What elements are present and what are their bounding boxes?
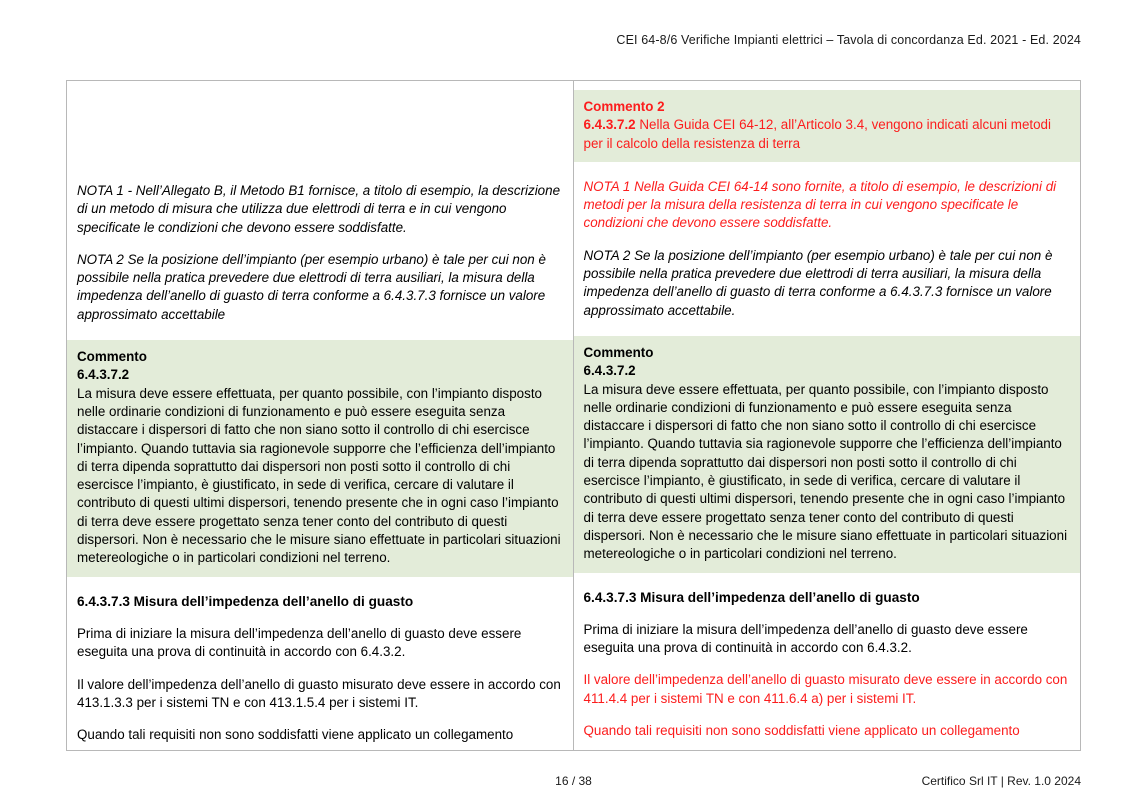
right-paragraph-1: Prima di iniziare la misura dell’impedenza dell’anello di guasto deve essere eseguita una prova di continuità in accordo con 6.4.3.2. — [583, 621, 1028, 656]
left-paragraph-3: Quando tali requisiti non sono soddisfatti viene applicato un collegamento — [77, 727, 514, 743]
left-nota-2: NOTA 2 Se la posizione dell’impianto (per esempio urbano) è tale per cui non è possibile nella pratica prevedere due elettrodi di terra ausiliari, la misura della impedenza dell’anello di guasto di terra conforme a 6.4.3.7.3 fornisce un valore approssimato accettabile — [77, 251, 546, 322]
right-commento-reference: 6.4.3.7.2 — [583, 363, 636, 379]
left-commento-box — [67, 340, 573, 577]
spacer — [584, 708, 1071, 722]
right-commento-title: Commento — [583, 344, 654, 360]
spacer — [77, 577, 563, 593]
spacer — [77, 662, 563, 676]
concordance-table — [66, 80, 1081, 751]
spacer — [584, 657, 1071, 671]
footer-page-number: 16 / 38 — [555, 774, 592, 788]
right-commento-2-box — [574, 90, 1081, 162]
page-footer — [66, 774, 1081, 792]
spacer — [584, 573, 1071, 589]
spacer — [77, 237, 563, 251]
spacer — [584, 233, 1071, 247]
page-header — [0, 33, 1081, 47]
right-paragraph-3: Quando tali requisiti non sono soddisfatti viene applicato un collegamento — [583, 723, 1020, 739]
document-title: CEI 64-8/6 Verifiche Impianti elettrici – Tavola di concordanza Ed. 2021 - Ed. 2024 — [616, 33, 1081, 47]
left-paragraph-1: Prima di iniziare la misura dell’impedenza dell’anello di guasto deve essere eseguita una prova di continuità in accordo con 6.4.3.2. — [77, 625, 522, 660]
left-commento-reference: 6.4.3.7.2 — [77, 367, 130, 383]
left-paragraph-2: Il valore dell’impedenza dell’anello di guasto misurato deve essere in accordo con 413.1.3.3 per i sistemi TN e con 413.1.5.4 per i sistemi IT. — [77, 676, 561, 710]
right-nota-2: NOTA 2 Se la posizione dell’impianto (per esempio urbano) è tale per cui non è possibile nella pratica prevedere due elettrodi di terra ausiliari, la misura della impedenza dell’anello di guasto di terra conforme a 6.4.3.7.3 fornisce un valore approssimato accettabile. — [583, 247, 1053, 318]
right-commento-2-body: Nella Guida CEI 64-12, all’Articolo 3.4, vengono indicati alcuni metodi per il calcolo della resistenza di terra — [583, 117, 1051, 151]
right-commento-box — [574, 336, 1081, 573]
table-column-edition-2024 — [574, 81, 1081, 750]
footer-credit: Certifico Srl IT | Rev. 1.0 2024 — [921, 774, 1081, 788]
left-section-heading: 6.4.3.7.3 Misura dell’impedenza dell’anello di guasto — [77, 593, 414, 609]
right-nota-1: NOTA 1 Nella Guida CEI 64-14 sono fornite, a titolo di esempio, le descrizioni di metodi per la misura della resistenza di terra in cui vengono specificate le condizioni che devono essere soddisfatte. — [583, 178, 1057, 231]
table-column-edition-2021 — [67, 81, 574, 750]
right-commento-body: La misura deve essere effettuata, per quanto possibile, con l’impianto disposto nelle ordinarie condizioni di funzionamento e può essere eseguita senza distaccare i dispersori di fatto che non siano sotto il controllo di chi esercisce l’impianto. Quando tuttavia sia ragionevole supporre che l’efficienza dell’impianto di terra dipenda soprattutto dai dispersori non posti sotto il controllo di chi esercisce l’impianto, è giustificato, in sede di verifica, cercare di valutare il contributo di questi ultimi dispersori, tenendo presente che in ogni caso l’impianto di terra deve essere progettato senza tener conto del contributo di questi dispersori. Non è necessario che le misure siano effettuate in particolari situazioni metereologiche o in particolari condizioni nel terreno. — [583, 381, 1068, 562]
spacer — [584, 607, 1071, 621]
spacer — [77, 611, 563, 625]
right-section-heading: 6.4.3.7.3 Misura dell’impedenza dell’anello di guasto — [583, 589, 920, 605]
spacer — [77, 324, 563, 340]
left-commento-body: La misura deve essere effettuata, per quanto possibile, con l’impianto disposto nelle ordinarie condizioni di funzionamento e può essere eseguita senza distaccare i dispersori di fatto che non siano sotto il controllo di chi esercisce l’impianto. Quando tuttavia sia ragionevole supporre che l’efficienza dell’impianto di terra dipenda soprattutto dai dispersori non posti sotto il controllo di chi esercisce l’impianto, è giustificato, in sede di verifica, cercare di valutare il contributo di questi ultimi dispersori, tenendo presente che in ogni caso l’impianto di terra deve essere progettato senza tener conto del contributo di questi dispersori. Non è necessario che le misure siano effettuate in particolari situazioni metereologiche o in particolari condizioni nel terreno. — [77, 385, 561, 566]
spacer — [584, 162, 1071, 178]
left-nota-1: NOTA 1 - Nell’Allegato B, il Metodo B1 fornisce, a titolo di esempio, la descrizione di un metodo di misura che utilizza due elettrodi di terra e in cui vengono specificate le condizioni che devono essere soddisfatte. — [77, 183, 561, 235]
right-commento-2-title: Commento 2 — [583, 99, 665, 114]
right-paragraph-2: Il valore dell’impedenza dell’anello di guasto misurato deve essere in accordo con 411.4.4 per i sistemi TN e con 411.6.4 a) per i sistemi IT. — [583, 672, 1068, 706]
spacer — [584, 320, 1071, 336]
right-commento-2-reference: 6.4.3.7.2 — [583, 117, 636, 133]
left-commento-title: Commento — [77, 349, 147, 365]
spacer — [77, 712, 563, 726]
left-column-top-spacer — [77, 90, 563, 182]
